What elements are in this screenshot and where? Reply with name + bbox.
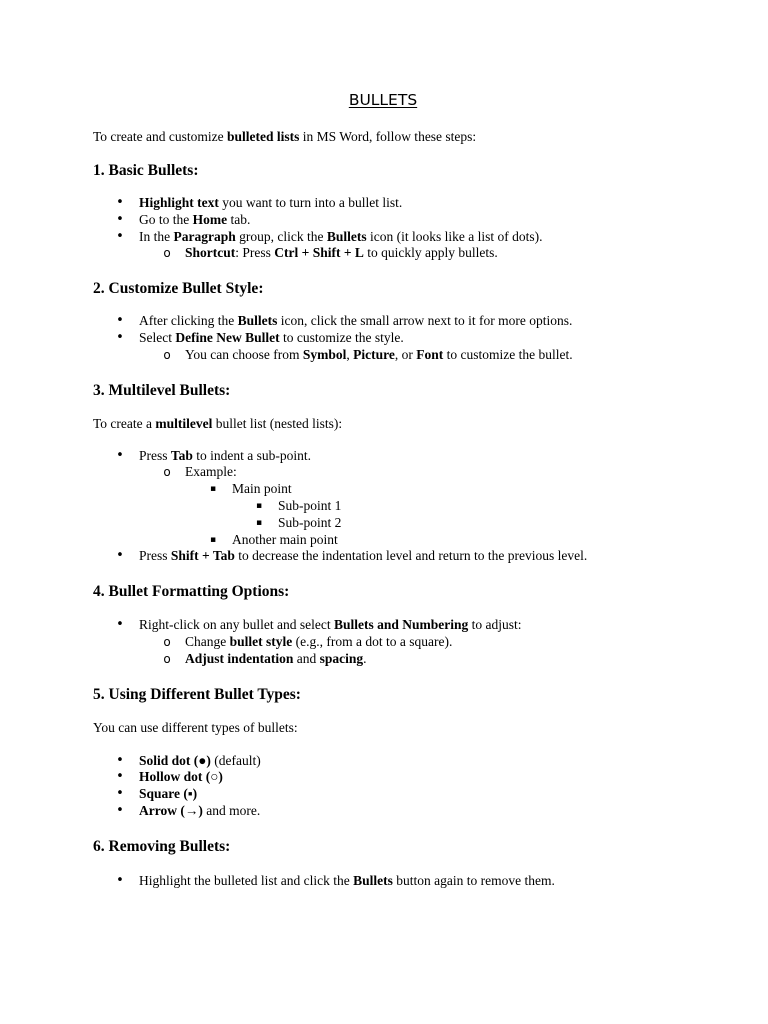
- item-text: to adjust:: [468, 617, 522, 633]
- bullet-circle-icon: o: [163, 651, 171, 666]
- list-item: [93, 532, 693, 549]
- section-customize-bullet-style: [93, 279, 693, 363]
- bullet-circle-icon: o: [163, 634, 171, 649]
- item-text: Sub-point 1: [278, 497, 342, 513]
- item-text: tab.: [227, 211, 251, 227]
- bullet-disc-icon: •: [116, 752, 124, 768]
- item-text: Press: [139, 548, 171, 564]
- bullet-disc-icon: •: [116, 786, 124, 802]
- item-text: bullet list (nested lists):: [212, 415, 343, 431]
- section-heading: 2. Customize Bullet Style:: [93, 280, 264, 298]
- item-text: Go to the: [139, 211, 193, 227]
- item-text: to customize the bullet.: [443, 346, 573, 362]
- section-different-bullet-types: [93, 685, 693, 820]
- list-item: [93, 634, 693, 651]
- bullet-disc-icon: •: [116, 447, 124, 463]
- item-text: (e.g., from a dot to a square).: [292, 633, 453, 649]
- bold-text: Bullets and Numbering: [333, 617, 469, 633]
- item-text: , or: [394, 346, 417, 362]
- section-basic-bullets: [93, 161, 693, 262]
- bold-text: Bullets: [326, 228, 367, 244]
- item-text: Main point: [232, 481, 292, 497]
- bullet-disc-icon: •: [116, 195, 124, 210]
- list-item: [93, 786, 693, 803]
- section-heading: 1. Basic Bullets:: [93, 162, 199, 179]
- bold-text: Shortcut: [185, 245, 236, 261]
- item-text: icon, click the small arrow next to it for more options.: [277, 313, 573, 329]
- bold-text: Shift + Tab: [170, 548, 235, 564]
- list-item: [93, 212, 693, 229]
- item-text: to quickly apply bullets.: [363, 245, 498, 261]
- bold-text: spacing: [319, 650, 364, 666]
- bullet-square-icon: ▪: [209, 484, 217, 495]
- item-text: to indent a sub-point.: [192, 447, 312, 463]
- item-text: Right-click on any bullet and select: [139, 617, 334, 633]
- item-text: Another main point: [232, 531, 338, 547]
- list-item: [93, 769, 693, 786]
- list-item: [93, 229, 693, 246]
- bullet-list: [93, 617, 693, 667]
- bullet-disc-icon: •: [116, 329, 124, 345]
- bullet-list: [93, 753, 693, 820]
- item-text: to decrease the indentation level and return to the previous level.: [234, 548, 588, 564]
- item-text: to customize the style.: [279, 329, 404, 345]
- item-text: icon (it looks like a list of dots).: [366, 228, 543, 244]
- bold-text: Solid dot (●): [139, 752, 211, 768]
- item-text: To create a: [93, 415, 156, 431]
- bold-text: Square (▪): [139, 786, 198, 802]
- item-text: Highlight the bulleted list and click the: [139, 872, 354, 888]
- section-removing-bullets: [93, 837, 693, 890]
- item-text: : Press: [235, 245, 275, 261]
- bold-text: Define New Bullet: [175, 329, 280, 345]
- item-text: After clicking the: [139, 313, 238, 329]
- item-text: You can choose from: [185, 346, 303, 362]
- section-paragraph: [93, 415, 693, 432]
- bold-text: Picture: [353, 346, 395, 362]
- bold-text: Ctrl + Shift + L: [274, 245, 364, 261]
- list-item: [93, 548, 693, 565]
- bullet-disc-icon: •: [116, 211, 124, 227]
- bullet-circle-icon: o: [163, 347, 171, 362]
- bold-text: Highlight text: [139, 195, 219, 210]
- list-item: [93, 617, 693, 634]
- list-item: [93, 330, 693, 347]
- list-item: [93, 464, 693, 481]
- item-text: Example:: [185, 464, 237, 480]
- bold-text: Bullets: [353, 872, 393, 888]
- list-item: [93, 651, 693, 668]
- item-text: group, click the: [235, 228, 327, 244]
- bold-text: Home: [192, 211, 228, 227]
- section-bullet-formatting-options: [93, 582, 693, 667]
- list-item: [93, 498, 693, 515]
- bold-text: Font: [416, 346, 444, 362]
- section-heading: 3. Multilevel Bullets:: [93, 381, 231, 399]
- list-item: [93, 448, 693, 465]
- list-item: [93, 753, 693, 770]
- item-text: Select: [139, 329, 176, 345]
- bullet-list: [93, 448, 693, 566]
- bullet-circle-icon: o: [163, 465, 171, 480]
- section-paragraph: You can use different types of bullets:: [93, 719, 298, 735]
- intro-paragraph: [93, 128, 693, 145]
- intro-bold: bulleted lists: [227, 129, 300, 144]
- bold-text: bullet style: [229, 633, 293, 649]
- bullet-disc-icon: •: [116, 802, 124, 818]
- intro-text-end: in MS Word, follow these steps:: [299, 129, 477, 144]
- item-text: .: [363, 650, 367, 666]
- list-item: [93, 245, 693, 262]
- list-item: [93, 313, 693, 330]
- bold-text: Adjust indentation: [185, 650, 294, 666]
- bullet-square-icon: ▪: [255, 500, 263, 511]
- bullet-disc-icon: •: [116, 617, 124, 633]
- bold-text: Bullets: [237, 313, 278, 329]
- bold-text: Symbol: [302, 346, 347, 362]
- bullet-list: [93, 313, 693, 363]
- bold-text: Arrow (→): [139, 802, 203, 818]
- item-text: In the: [139, 228, 174, 244]
- section-heading: 6. Removing Bullets:: [93, 837, 231, 855]
- item-text: ,: [346, 346, 354, 362]
- item-text: Press: [139, 447, 171, 463]
- bullet-square-icon: ▪: [255, 517, 263, 528]
- list-item: [93, 873, 693, 890]
- section-heading: 5. Using Different Bullet Types:: [93, 685, 301, 703]
- item-text: (default): [210, 752, 261, 768]
- bold-text: Hollow dot (○): [139, 769, 223, 785]
- item-text: button again to remove them.: [392, 872, 555, 888]
- item-text: Sub-point 2: [278, 514, 342, 530]
- bullet-disc-icon: •: [116, 228, 124, 244]
- bullet-disc-icon: •: [116, 769, 124, 785]
- item-text: and more.: [202, 802, 261, 818]
- section-multilevel-bullets: [93, 381, 693, 566]
- bullet-circle-icon: o: [163, 246, 171, 261]
- bullet-square-icon: ▪: [209, 534, 217, 545]
- item-text: and: [293, 650, 320, 666]
- list-item: [93, 515, 693, 532]
- bold-text: Tab: [170, 447, 193, 463]
- intro-text: To create and customize: [93, 129, 227, 144]
- bullet-list: [93, 195, 693, 262]
- document-title: BULLETS: [348, 91, 418, 109]
- list-item: [93, 347, 693, 364]
- section-heading: 4. Bullet Formatting Options:: [93, 583, 290, 601]
- list-item: [93, 195, 693, 212]
- bullet-disc-icon: •: [116, 872, 124, 888]
- item-text: Change: [185, 633, 230, 649]
- list-item: [93, 803, 693, 820]
- bullet-disc-icon: •: [116, 313, 124, 329]
- item-text: you want to turn into a bullet list.: [218, 195, 403, 210]
- bullet-disc-icon: •: [116, 548, 124, 564]
- bold-text: Paragraph: [173, 228, 236, 244]
- bold-text: multilevel: [155, 415, 213, 431]
- list-item: [93, 481, 693, 498]
- document-page: [93, 88, 693, 890]
- bullet-list: [93, 873, 693, 890]
